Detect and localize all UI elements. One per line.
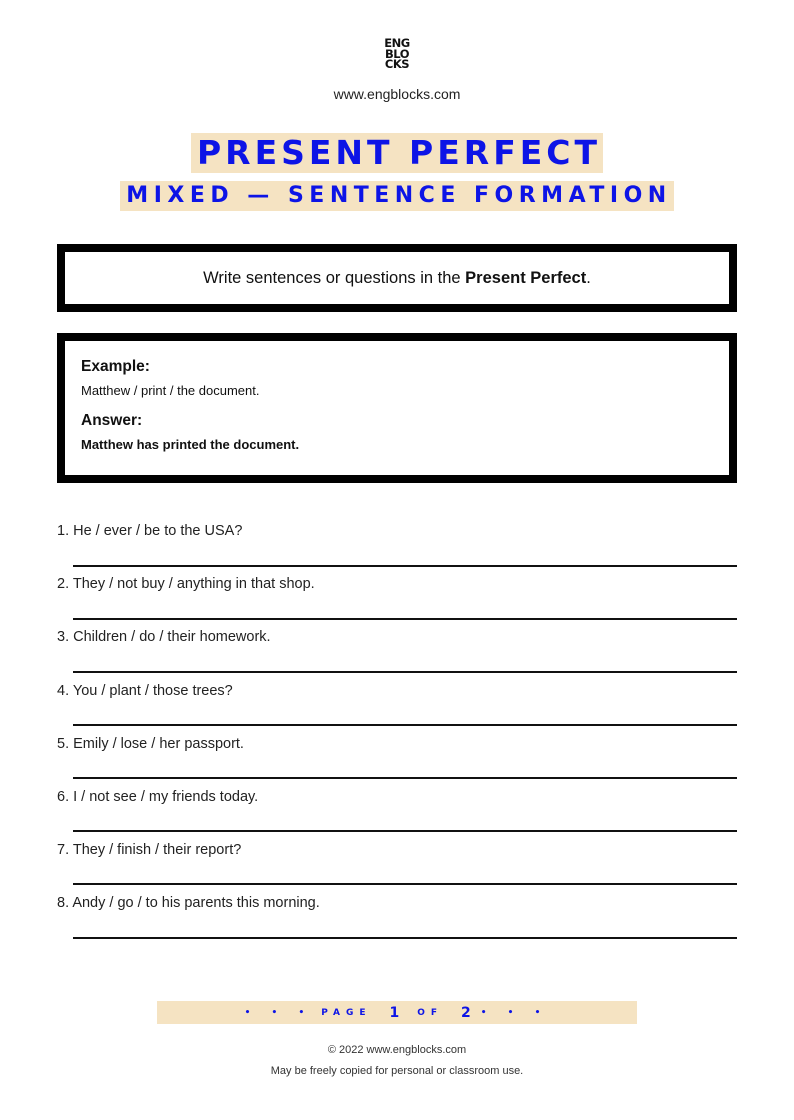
pager-current: 1 — [389, 1004, 400, 1021]
question-3: 3. Children / do / their homework. — [57, 629, 271, 645]
example-box — [57, 333, 737, 483]
question-7: 7. They / finish / their report? — [57, 842, 242, 858]
page-subtitle: MIXED — SENTENCE FORMATION — [120, 181, 673, 211]
title-wrap — [0, 133, 794, 173]
instruction-bold: Present Perfect — [465, 268, 587, 287]
pager-of-label: OF — [417, 1007, 444, 1018]
answer-line-8[interactable] — [73, 937, 737, 939]
logo-line: CKS — [384, 57, 410, 71]
question-1: 1. He / ever / be to the USA? — [57, 523, 243, 539]
question-6: 6. I / not see / my friends today. — [57, 789, 259, 805]
question-4: 4. You / plant / those trees? — [57, 683, 233, 699]
answer-line-7[interactable] — [73, 883, 737, 885]
pager-page-label: PAGE — [321, 1007, 372, 1018]
page-title: PRESENT PERFECT — [191, 133, 603, 173]
answer-line-6[interactable] — [73, 830, 737, 832]
example-answer: Matthew has printed the document. — [81, 437, 300, 452]
pager-total: 2 — [461, 1004, 471, 1021]
engblocks-logo — [380, 38, 414, 70]
instruction-text — [203, 269, 591, 288]
footer-copyright: © 2022 www.engblocks.com — [327, 1044, 467, 1056]
pager-dots-left: • • • — [244, 1007, 314, 1018]
question-5: 5. Emily / lose / her passport. — [57, 736, 244, 752]
pager-dots-right: • • • — [480, 1007, 550, 1018]
logo-line: ENG — [384, 36, 410, 50]
answer-line-4[interactable] — [73, 724, 737, 726]
logo-line: BLO — [385, 46, 409, 61]
subtitle-wrap — [0, 181, 794, 211]
answer-line-2[interactable] — [73, 618, 737, 620]
answer-line-3[interactable] — [73, 671, 737, 673]
site-url: www.engblocks.com — [333, 86, 461, 102]
question-2: 2. They / not buy / anything in that shop. — [57, 576, 315, 592]
example-label: Example: — [81, 358, 150, 375]
answer-line-1[interactable] — [73, 565, 737, 567]
page-indicator — [157, 1001, 637, 1024]
footer-license: May be freely copied for personal or classroom use. — [270, 1065, 524, 1077]
answer-label: Answer: — [81, 412, 143, 429]
answer-line-5[interactable] — [73, 777, 737, 779]
instruction-suffix: . — [586, 268, 591, 287]
example-prompt: Matthew / print / the document. — [81, 383, 260, 398]
question-8: 8. Andy / go / to his parents this morning. — [57, 895, 320, 911]
instruction-prefix: Write sentences or questions in the — [203, 268, 466, 287]
instruction-box — [57, 244, 737, 312]
